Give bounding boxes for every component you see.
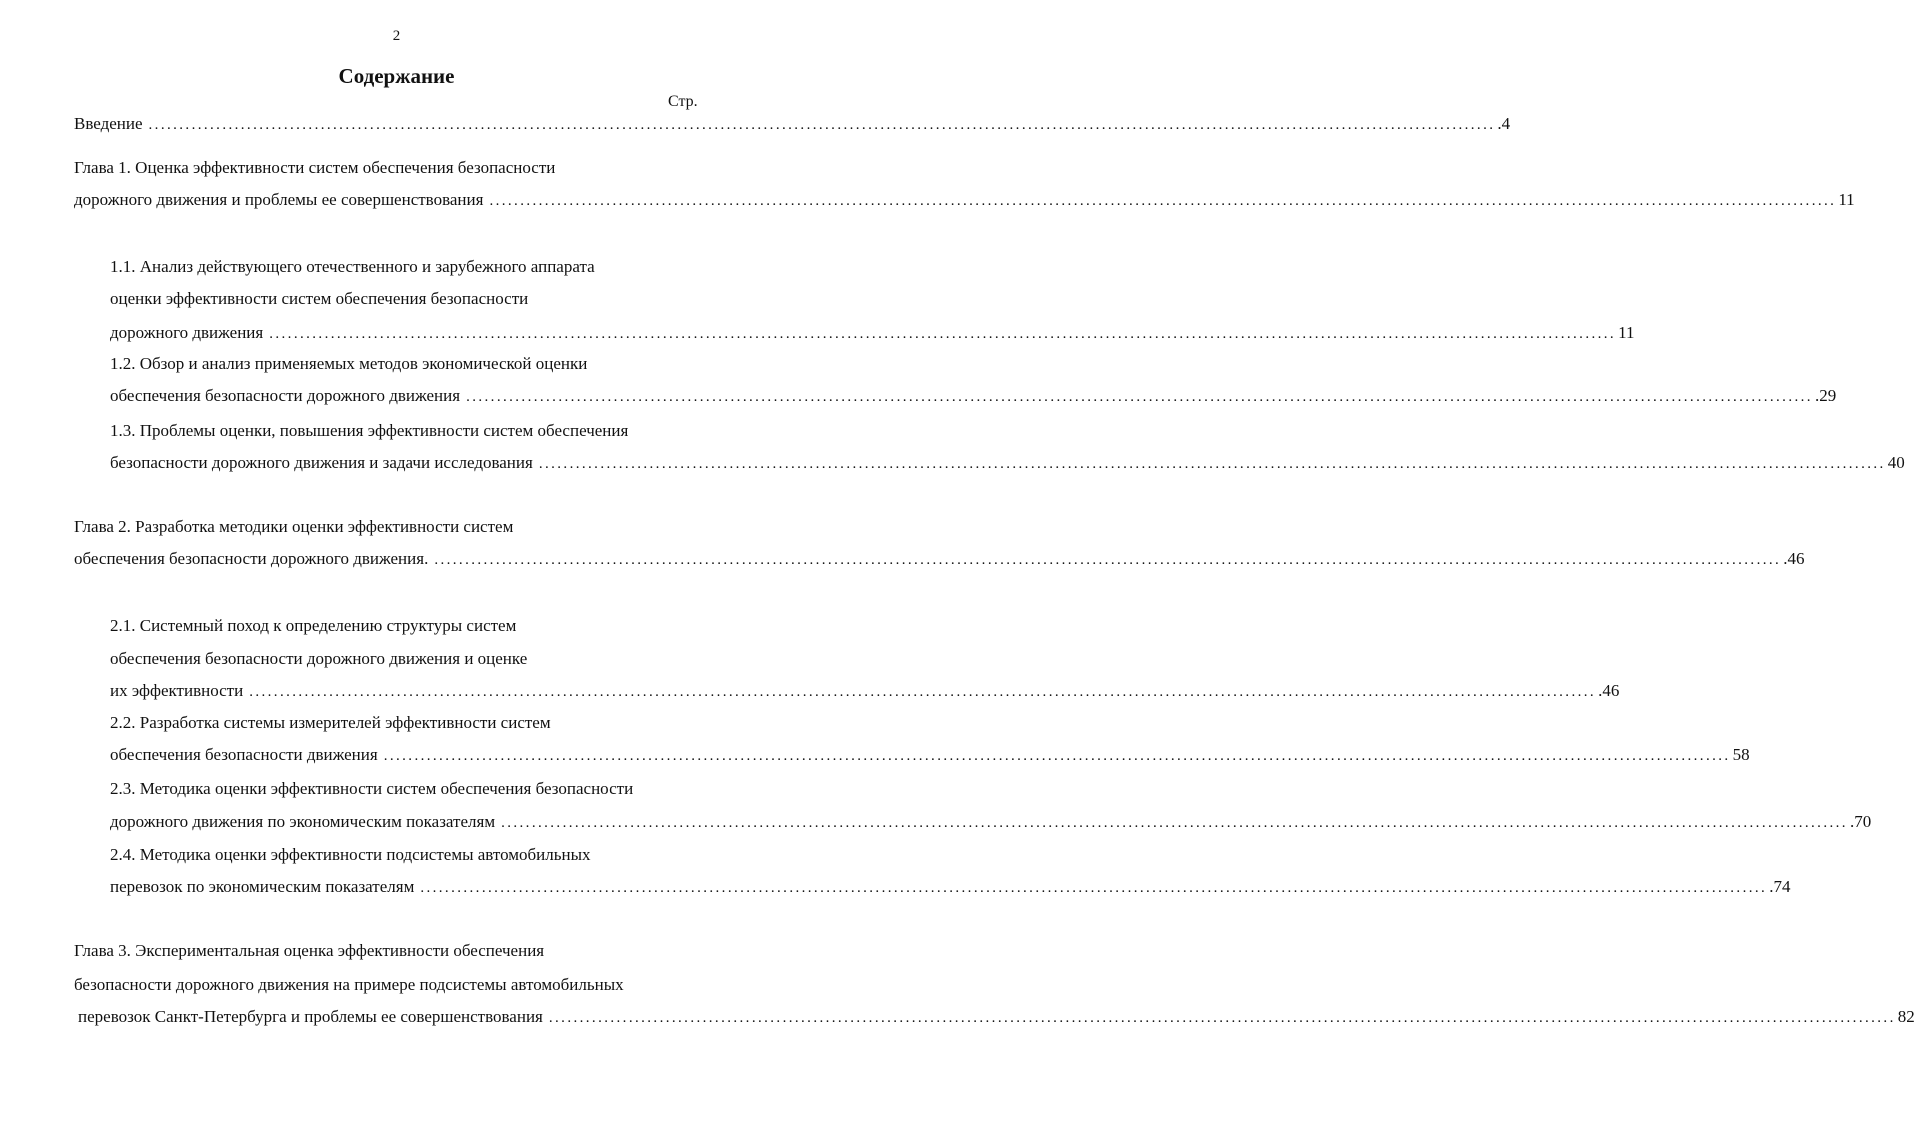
toc-page-number: .29: [1814, 386, 1837, 405]
toc-entry-text: оценки эффективности систем обеспечения безопасности: [110, 289, 529, 308]
toc-entry-text: дорожного движения и проблемы ее совершенствования: [74, 190, 484, 209]
leader-dots: ...........................................................................................................................................................................................................................: [420, 880, 1768, 896]
toc-page-number: 11: [1838, 190, 1855, 209]
toc-entry-text: Глава 3. Экспериментальная оценка эффективности обеспечения: [74, 941, 545, 960]
page-title: Содержание: [338, 64, 455, 88]
toc-entry-text: перевозок по экономическим показателям: [110, 877, 415, 896]
toc-page-number: .74: [1769, 877, 1791, 896]
leader-dots: ...........................................................................................................................................................................................................................: [538, 456, 1886, 472]
toc-entry-text: 1.2. Обзор и анализ применяемых методов экономической оценки: [110, 354, 588, 373]
toc-page-number: 11: [1618, 323, 1635, 342]
toc-entry-text: безопасности дорожного движения и задачи исследования: [110, 453, 533, 472]
toc-entry-introduction[interactable]: [74, 113, 1511, 136]
leader-dots: ...........................................................................................................................................................................................................................: [148, 117, 1496, 133]
toc-entry-text: Глава 1. Оценка эффективности систем обеспечения безопасности: [74, 158, 556, 177]
toc-page-number: 40: [1887, 453, 1905, 472]
page-column-header: Стр.: [668, 93, 698, 110]
leader-dots: ...........................................................................................................................................................................................................................: [548, 1010, 1896, 1026]
toc-entry-text: обеспечения безопасности дорожного движения: [110, 386, 461, 405]
toc-entry-text: дорожного движения по экономическим показателям: [110, 812, 496, 831]
toc-entry-text: обеспечения безопасности дорожного движения.: [74, 549, 429, 568]
leader-dots: ...........................................................................................................................................................................................................................: [501, 815, 1848, 831]
toc-entry-text: дорожного движения: [110, 323, 264, 342]
leader-dots: ...........................................................................................................................................................................................................................: [269, 326, 1617, 342]
toc-entry-text: 1.3. Проблемы оценки, повышения эффективности систем обеспечения: [110, 421, 629, 440]
toc-entry-text: 2.3. Методика оценки эффективности систем обеспечения безопасности: [110, 779, 634, 798]
toc-entry-text: перевозок Санкт-Петербурга и проблемы ее совершенствования: [78, 1007, 543, 1026]
toc-entry-text: 2.1. Системный поход к определению структуры систем: [110, 616, 517, 635]
toc-page-number: .46: [1783, 549, 1805, 568]
toc-entry-text: их эффективности: [110, 681, 244, 700]
leader-dots: ...........................................................................................................................................................................................................................: [383, 748, 1731, 764]
toc-entry-text: обеспечения безопасности дорожного движения и оценке: [110, 649, 528, 668]
leader-dots: ...........................................................................................................................................................................................................................: [489, 193, 1837, 209]
toc-entry-text: Глава 2. Разработка методики оценки эффективности систем: [74, 517, 514, 536]
toc-page-number: .70: [1849, 812, 1872, 831]
page-number: 2: [392, 28, 401, 44]
leader-dots: ...........................................................................................................................................................................................................................: [466, 389, 1813, 405]
leader-dots: ...........................................................................................................................................................................................................................: [434, 552, 1782, 568]
toc-entry-text: Введение: [74, 114, 143, 133]
toc-entry-text: обеспечения безопасности движения: [110, 745, 378, 764]
toc-page-number: .4: [1497, 114, 1511, 133]
toc-entry-text: 2.4. Методика оценки эффективности подсистемы автомобильных: [110, 845, 591, 864]
toc-page-number: 58: [1732, 745, 1750, 764]
toc-entry-text: 1.1. Анализ действующего отечественного и зарубежного аппарата: [110, 257, 595, 276]
leader-dots: ...........................................................................................................................................................................................................................: [249, 684, 1597, 700]
toc-page-number: .46: [1598, 681, 1620, 700]
toc-entry-text: безопасности дорожного движения на примере подсистемы автомобильных: [74, 975, 624, 994]
toc-entry-text: 2.2. Разработка системы измерителей эффективности систем: [110, 713, 551, 732]
toc-page-number: 82: [1897, 1007, 1915, 1026]
